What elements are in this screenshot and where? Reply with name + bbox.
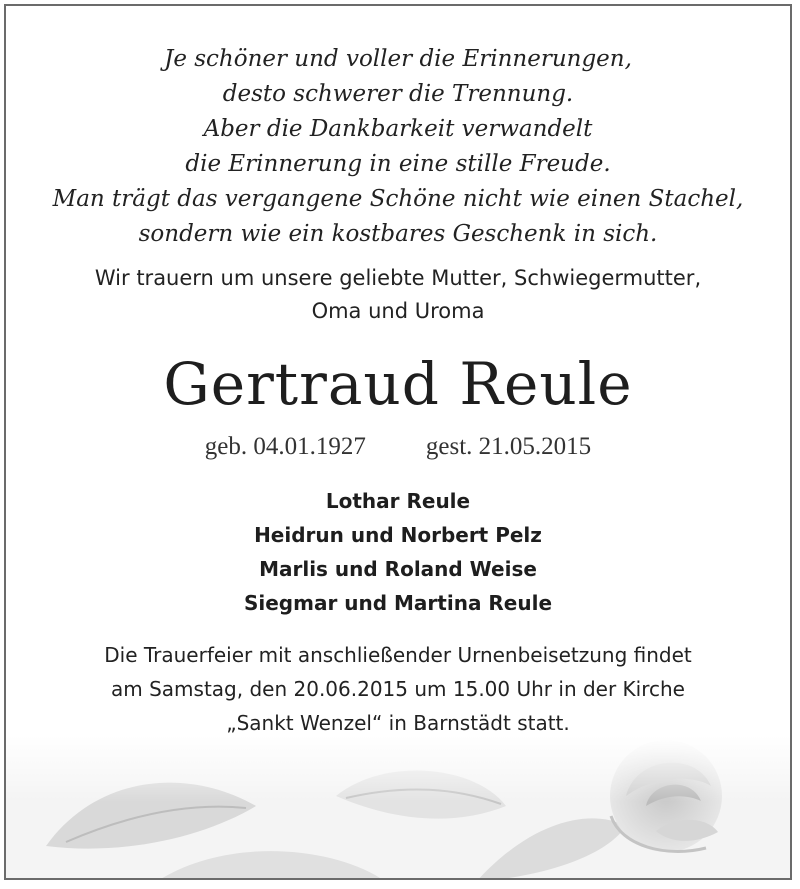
poem-line: Man trägt das vergangene Schöne nicht wie einen Stachel, xyxy=(52,186,744,212)
mourner-name: Lothar Reule xyxy=(325,489,471,513)
service-line: am Samstag, den 20.06.2015 um 15.00 Uhr in der Kirche xyxy=(111,677,685,701)
poem-line: sondern wie ein kostbares Geschenk in sich. xyxy=(138,221,658,247)
rose-decoration-image xyxy=(6,736,790,880)
poem-line: die Erinnerung in eine stille Freude. xyxy=(185,151,611,177)
birth-date: geb. 04.01.1927 xyxy=(204,433,366,460)
deceased-name: Gertraud Reule xyxy=(163,350,633,418)
life-dates xyxy=(6,431,790,463)
poem-line: Aber die Dankbarkeit verwandelt xyxy=(203,116,593,142)
mourner-name: Marlis und Roland Weise xyxy=(259,557,537,581)
service-line: Die Trauerfeier mit anschließender Urnenbeisetzung findet xyxy=(104,643,692,667)
death-date: gest. 21.05.2015 xyxy=(425,433,592,460)
obituary-notice xyxy=(4,4,792,880)
mourning-intro xyxy=(6,262,790,328)
mourners-list xyxy=(6,484,790,620)
mourner-name: Heidrun und Norbert Pelz xyxy=(254,523,542,547)
memorial-poem xyxy=(6,42,790,252)
poem-line: Je schöner und voller die Erinnerungen, xyxy=(164,46,632,72)
mourner-name: Siegmar und Martina Reule xyxy=(243,591,553,615)
service-line: „Sankt Wenzel“ in Barnstädt statt. xyxy=(226,711,570,735)
funeral-service-info xyxy=(6,638,790,740)
poem-line: desto schwerer die Trennung. xyxy=(222,81,574,107)
intro-line: Oma und Uroma xyxy=(311,299,485,323)
intro-line: Wir trauern um unsere geliebte Mutter, Schwiegermutter, xyxy=(94,266,702,290)
